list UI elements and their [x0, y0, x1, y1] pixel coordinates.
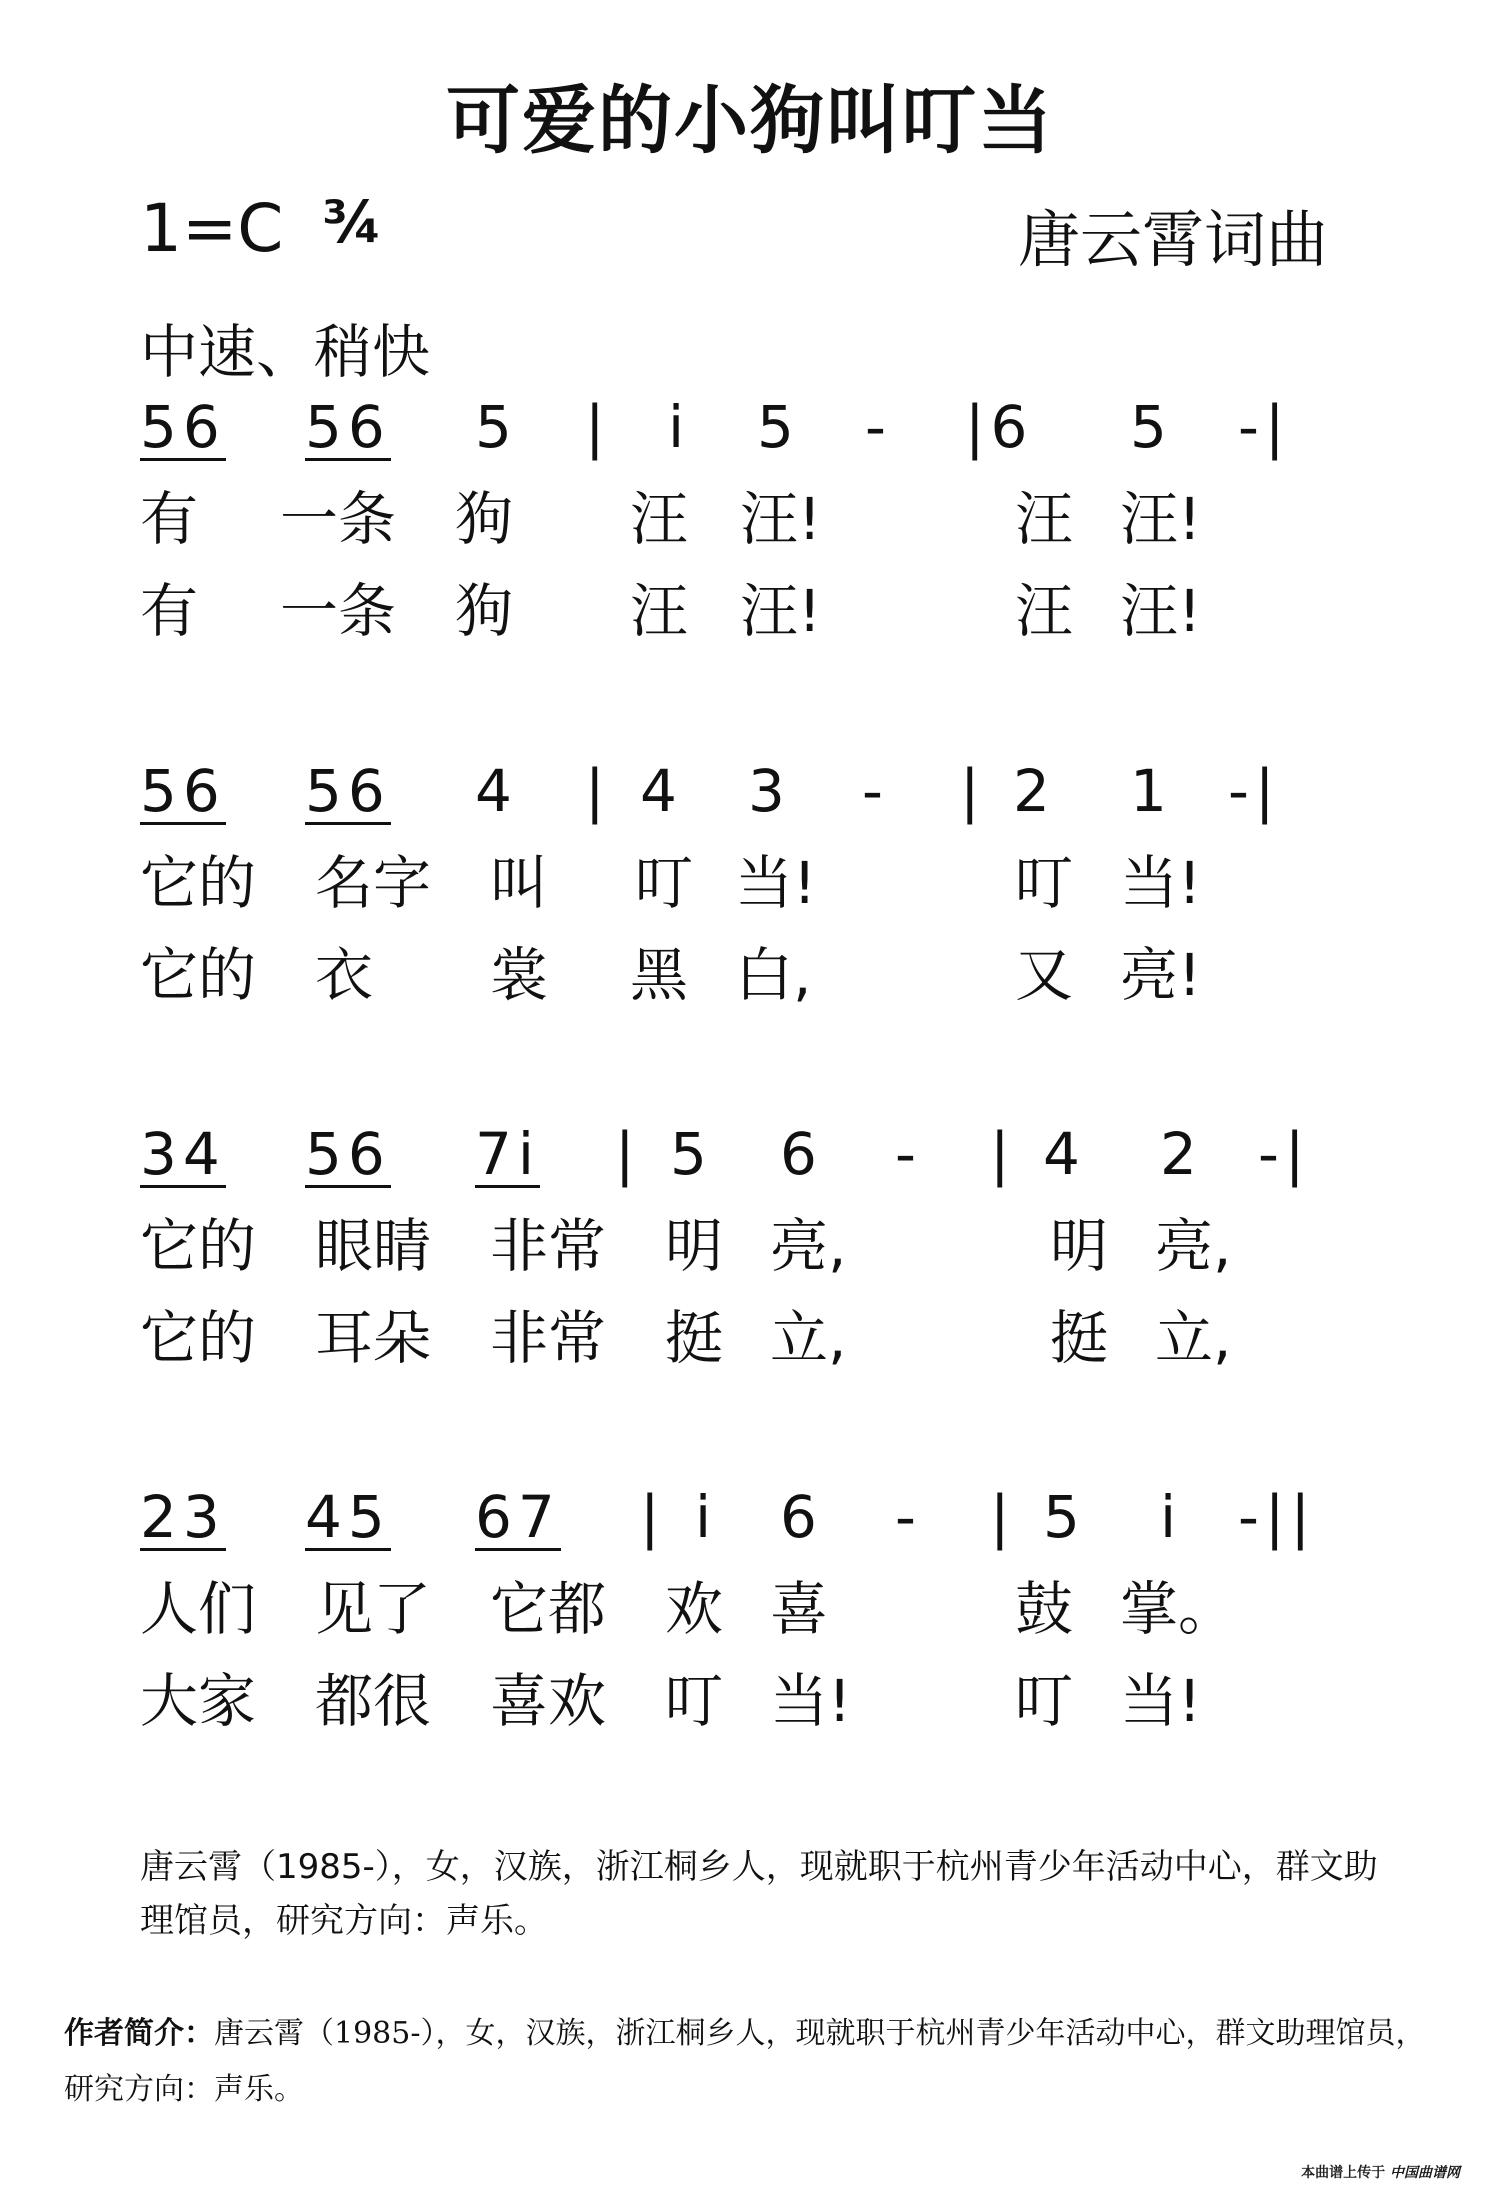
lyric: 它的 — [140, 941, 257, 1009]
note-group: 56 — [140, 757, 226, 825]
watermark — [1301, 2162, 1460, 2182]
lyric: 汪! — [740, 485, 822, 553]
barline: | — [585, 393, 611, 461]
lyric: 挺 — [665, 1304, 724, 1372]
lyric: 汪 — [630, 485, 689, 553]
author-intro-label: 作者简介： — [64, 2016, 214, 2051]
note: 5 — [1043, 1483, 1086, 1551]
lyric: 狗 — [455, 577, 514, 645]
lyric: 黑 — [630, 941, 689, 1009]
author-intro-text: 唐云霄（1985-），女，汉族，浙江桐乡人，现就职于杭州青少年活动中心，群文助理馆员，研究方向：声乐。 — [64, 2016, 1426, 2107]
lyric: 名字 — [315, 849, 432, 917]
lyric: 它的 — [140, 849, 257, 917]
author-intro — [64, 2006, 1454, 2118]
note: 5 — [1130, 393, 1173, 461]
lyric: 亮! — [1120, 941, 1202, 1009]
note: 4 — [475, 757, 518, 825]
note-high: i — [668, 393, 691, 461]
lyric: 欢 — [665, 1575, 724, 1643]
lyric: 明 — [1050, 1212, 1109, 1280]
dash-barline: -| — [1258, 1120, 1311, 1188]
lyric: 叮 — [1015, 1667, 1074, 1735]
lyric: 当! — [1120, 1667, 1202, 1735]
lyric: 一条 — [280, 485, 397, 553]
lyric: 鼓 — [1015, 1575, 1074, 1643]
dash: - — [895, 1120, 922, 1188]
lyric: 挺 — [1050, 1304, 1109, 1372]
note: 3 — [748, 757, 791, 825]
note: |6 — [965, 393, 1034, 461]
lyric: 喜 — [770, 1575, 829, 1643]
lyric: 当! — [735, 849, 817, 917]
dash: - — [862, 757, 889, 825]
lyric: 有 — [140, 577, 199, 645]
note: 2 — [1013, 757, 1056, 825]
note-high: i — [695, 1483, 718, 1551]
lyric: 有 — [140, 485, 199, 553]
dash-barline: -| — [1238, 393, 1291, 461]
lyric: 裳 — [490, 941, 549, 1009]
note: 4 — [1043, 1120, 1086, 1188]
note: 2 — [1160, 1120, 1203, 1188]
note: 5 — [670, 1120, 713, 1188]
lyric: 汪! — [1120, 577, 1202, 645]
dash: - — [865, 393, 892, 461]
note-group: 7i — [475, 1120, 541, 1188]
barline: | — [960, 757, 986, 825]
lyric: 汪! — [1120, 485, 1202, 553]
note-group: 56 — [305, 1120, 391, 1188]
note-group: 34 — [140, 1120, 226, 1188]
time-signature: ¾ — [322, 188, 383, 256]
dash-barline: -| — [1228, 757, 1281, 825]
barline: | — [615, 1120, 641, 1188]
page-title: 可爱的小狗叫叮当 — [446, 78, 1054, 164]
site-logo: 中国曲谱网 — [1390, 2165, 1460, 2181]
lyric: 又 — [1015, 941, 1074, 1009]
lyric: 亮, — [1155, 1212, 1232, 1280]
final-barline: -|| — [1238, 1483, 1317, 1551]
lyric: 掌。 — [1120, 1575, 1237, 1643]
lyric: 汪 — [1015, 577, 1074, 645]
lyric: 喜欢 — [490, 1667, 607, 1735]
lyric: 狗 — [455, 485, 514, 553]
lyric: 非常 — [490, 1212, 607, 1280]
lyric: 一条 — [280, 577, 397, 645]
lyric: 它的 — [140, 1212, 257, 1280]
lyric: 当! — [1120, 849, 1202, 917]
lyric: 衣 — [315, 941, 374, 1009]
barline: | — [990, 1120, 1016, 1188]
lyric: 眼睛 — [315, 1212, 432, 1280]
note-group: 56 — [305, 757, 391, 825]
key-signature: 1=C — [140, 190, 284, 267]
note-group: 45 — [305, 1483, 391, 1551]
lyric: 耳朵 — [315, 1304, 432, 1372]
watermark-text: 本曲谱上传于 — [1301, 2165, 1386, 2181]
lyric: 立, — [1155, 1304, 1232, 1372]
lyric: 叮 — [665, 1667, 724, 1735]
lyric: 大家 — [140, 1667, 257, 1735]
lyric: 当! — [770, 1667, 852, 1735]
lyric: 人们 — [140, 1575, 257, 1643]
composer-credit: 唐云霄词曲 — [1018, 203, 1329, 276]
barline: | — [640, 1483, 666, 1551]
lyric: 叮 — [635, 849, 694, 917]
lyric: 它都 — [490, 1575, 607, 1643]
barline: | — [585, 757, 611, 825]
lyric: 白, — [735, 941, 812, 1009]
author-bio: 唐云霄（1985-），女，汉族，浙江桐乡人，现就职于杭州青少年活动中心，群文助理馆员，研究方向：声乐。 — [140, 1847, 1378, 1941]
note-high: i — [1160, 1483, 1183, 1551]
note: 5 — [757, 393, 800, 461]
note-group: 56 — [305, 393, 391, 461]
lyric: 立, — [770, 1304, 847, 1372]
lyric: 叮 — [1015, 849, 1074, 917]
tempo-marking: 中速、稍快 — [140, 318, 431, 386]
lyric: 都很 — [315, 1667, 432, 1735]
note: 1 — [1130, 757, 1173, 825]
note-group: 67 — [475, 1483, 561, 1551]
lyric: 亮, — [770, 1212, 847, 1280]
note-group: 23 — [140, 1483, 226, 1551]
lyric: 见了 — [315, 1575, 432, 1643]
lyric: 汪 — [630, 577, 689, 645]
note: 4 — [640, 757, 683, 825]
note-group: 56 — [140, 393, 226, 461]
dash: - — [895, 1483, 922, 1551]
lyric: 汪! — [740, 577, 822, 645]
lyric: 叫 — [490, 849, 549, 917]
lyric: 它的 — [140, 1304, 257, 1372]
note: 6 — [780, 1483, 823, 1551]
lyric: 汪 — [1015, 485, 1074, 553]
lyric: 非常 — [490, 1304, 607, 1372]
note: 5 — [475, 393, 518, 461]
note: 6 — [780, 1120, 823, 1188]
lyric: 明 — [665, 1212, 724, 1280]
barline: | — [990, 1483, 1016, 1551]
